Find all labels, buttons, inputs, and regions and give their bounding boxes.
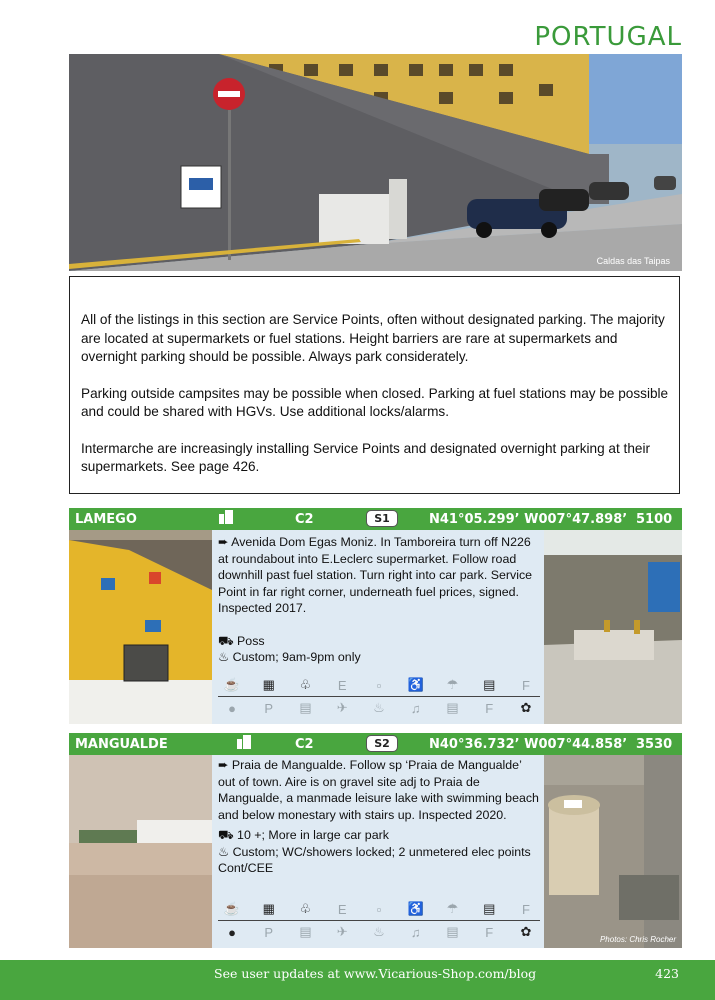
music-icon: ♫ (410, 924, 421, 940)
restaurant-icon: ● (228, 700, 236, 716)
page-footer (0, 960, 715, 1000)
electric-icon: E (337, 677, 347, 693)
grid-ref: C2 (295, 737, 314, 752)
directions: Avenida Dom Egas Moniz. In Tamboreira turn off N226 at roundabout into E.Leclerc supermarket. Follow road downhill past fuel station. Turn right into car park. Service Point in far right corner, underneath fuel prices, signed. Inspected 2017. (218, 535, 533, 615)
fishing-icon: F (485, 700, 494, 716)
photo-credit: Photos: Chris Rocher (599, 935, 676, 944)
gps: N40°36.732’ W007°44.858’ (429, 737, 628, 752)
footer-text: See user updates at www.Vicarious-Shop.com/blog (214, 966, 537, 981)
hero-photo (69, 54, 682, 271)
entry-photo (544, 755, 682, 948)
motorhome-icon: ⛟ (218, 633, 234, 648)
pet-icon: ♨ (373, 924, 385, 939)
photo-caption: Caldas das Taipas (596, 256, 670, 266)
restaurant-icon: ● (228, 924, 236, 940)
entry-photo (544, 530, 682, 724)
bus-stop-icon: ▤ (446, 700, 459, 715)
fuel-icon: F (522, 901, 530, 917)
site-id: S2 (366, 735, 398, 752)
page-number: 423 (655, 966, 679, 981)
entry-header (69, 508, 682, 530)
water-icon: ♧ (299, 677, 312, 692)
entry-text (218, 534, 540, 666)
intro-paragraph: Intermarche are increasingly installing Service Points and designated overnight parking at their supermarkets. See page 426. (81, 440, 650, 474)
toilet-disposal-icon: ▦ (262, 901, 275, 916)
fuel-icon: F (522, 677, 530, 693)
shower-icon: ☂ (446, 677, 459, 692)
country-title: PORTUGAL (534, 22, 682, 52)
intro-box (69, 276, 680, 494)
entry-text (218, 757, 540, 877)
services: Custom; 9am-9pm only (232, 650, 361, 664)
postcode: 3530 (636, 737, 673, 752)
wc-icon: ▫ (376, 901, 382, 917)
tap-icon: ♨ (218, 650, 230, 664)
intro-paragraph: Parking outside campsites may be possible when closed. Parking at fuel stations may be possible and could be shared with HGVs. Use additional locks/alarms. (81, 385, 669, 419)
parking-icon: P (264, 700, 274, 716)
waste-water-icon: ☕ (223, 901, 241, 916)
wc-icon: ▫ (376, 677, 382, 693)
flower-icon: ✿ (520, 700, 532, 715)
plane-icon: ✈ (336, 924, 348, 939)
campsite-icon: ▤ (299, 924, 312, 939)
parking: Poss (237, 633, 265, 648)
facility-icons (218, 674, 540, 719)
entry-photo (69, 530, 212, 724)
electric-icon: E (337, 901, 347, 917)
parking-icon: P (264, 924, 274, 940)
parking: 10 +; More in large car park (237, 828, 389, 842)
toilet-disposal-icon: ▦ (262, 677, 275, 692)
direction-arrow-icon: ➨ (218, 758, 229, 772)
entry-header (69, 733, 682, 755)
entry-body (69, 530, 682, 724)
entry-name: LAMEGO (75, 512, 137, 527)
town-icon (237, 735, 251, 753)
music-icon: ♫ (410, 700, 421, 716)
waste-water-icon: ☕ (223, 677, 241, 692)
services: Custom; WC/showers locked; 2 unmetered elec points Cont/CEE (218, 844, 531, 875)
plane-icon: ✈ (336, 700, 348, 715)
pet-icon: ♨ (373, 700, 385, 715)
fishing-icon: F (485, 924, 494, 940)
bus-icon: ▤ (483, 901, 496, 916)
shower-icon: ☂ (446, 901, 459, 916)
disabled-icon: ♿ (407, 677, 424, 692)
entry-body (69, 755, 682, 948)
bus-icon: ▤ (483, 677, 496, 692)
facility-icons (218, 898, 540, 943)
water-icon: ♧ (299, 901, 312, 916)
gps: N41°05.299’ W007°47.898’ (429, 512, 628, 527)
entry-name: MANGUALDE (75, 737, 168, 752)
town-icon (219, 510, 233, 528)
directions: Praia de Mangualde. Follow sp ‘Praia de Mangualde’ out of town. Aire is on gravel site adj to Praia de Mangualde, a manmade leisure lake with swimming beach and below monestary with stairs up. Inspected 2020. (218, 758, 539, 822)
intro-paragraph: All of the listings in this section are Service Points, often without designated parking. The majority are located at supermarkets or fuel stations. Height barriers are rare at supermarkets and overnight parking should be possible. Always park considerately. (81, 312, 665, 364)
flower-icon: ✿ (520, 924, 532, 939)
direction-arrow-icon: ➨ (218, 535, 229, 549)
site-id: S1 (366, 510, 398, 527)
bus-stop-icon: ▤ (446, 924, 459, 939)
postcode: 5100 (636, 512, 673, 527)
disabled-icon: ♿ (407, 901, 424, 916)
entry-photo (69, 755, 212, 948)
motorhome-icon: ⛟ (218, 828, 234, 842)
campsite-icon: ▤ (299, 700, 312, 715)
tap-icon: ♨ (218, 844, 230, 859)
grid-ref: C2 (295, 512, 314, 527)
